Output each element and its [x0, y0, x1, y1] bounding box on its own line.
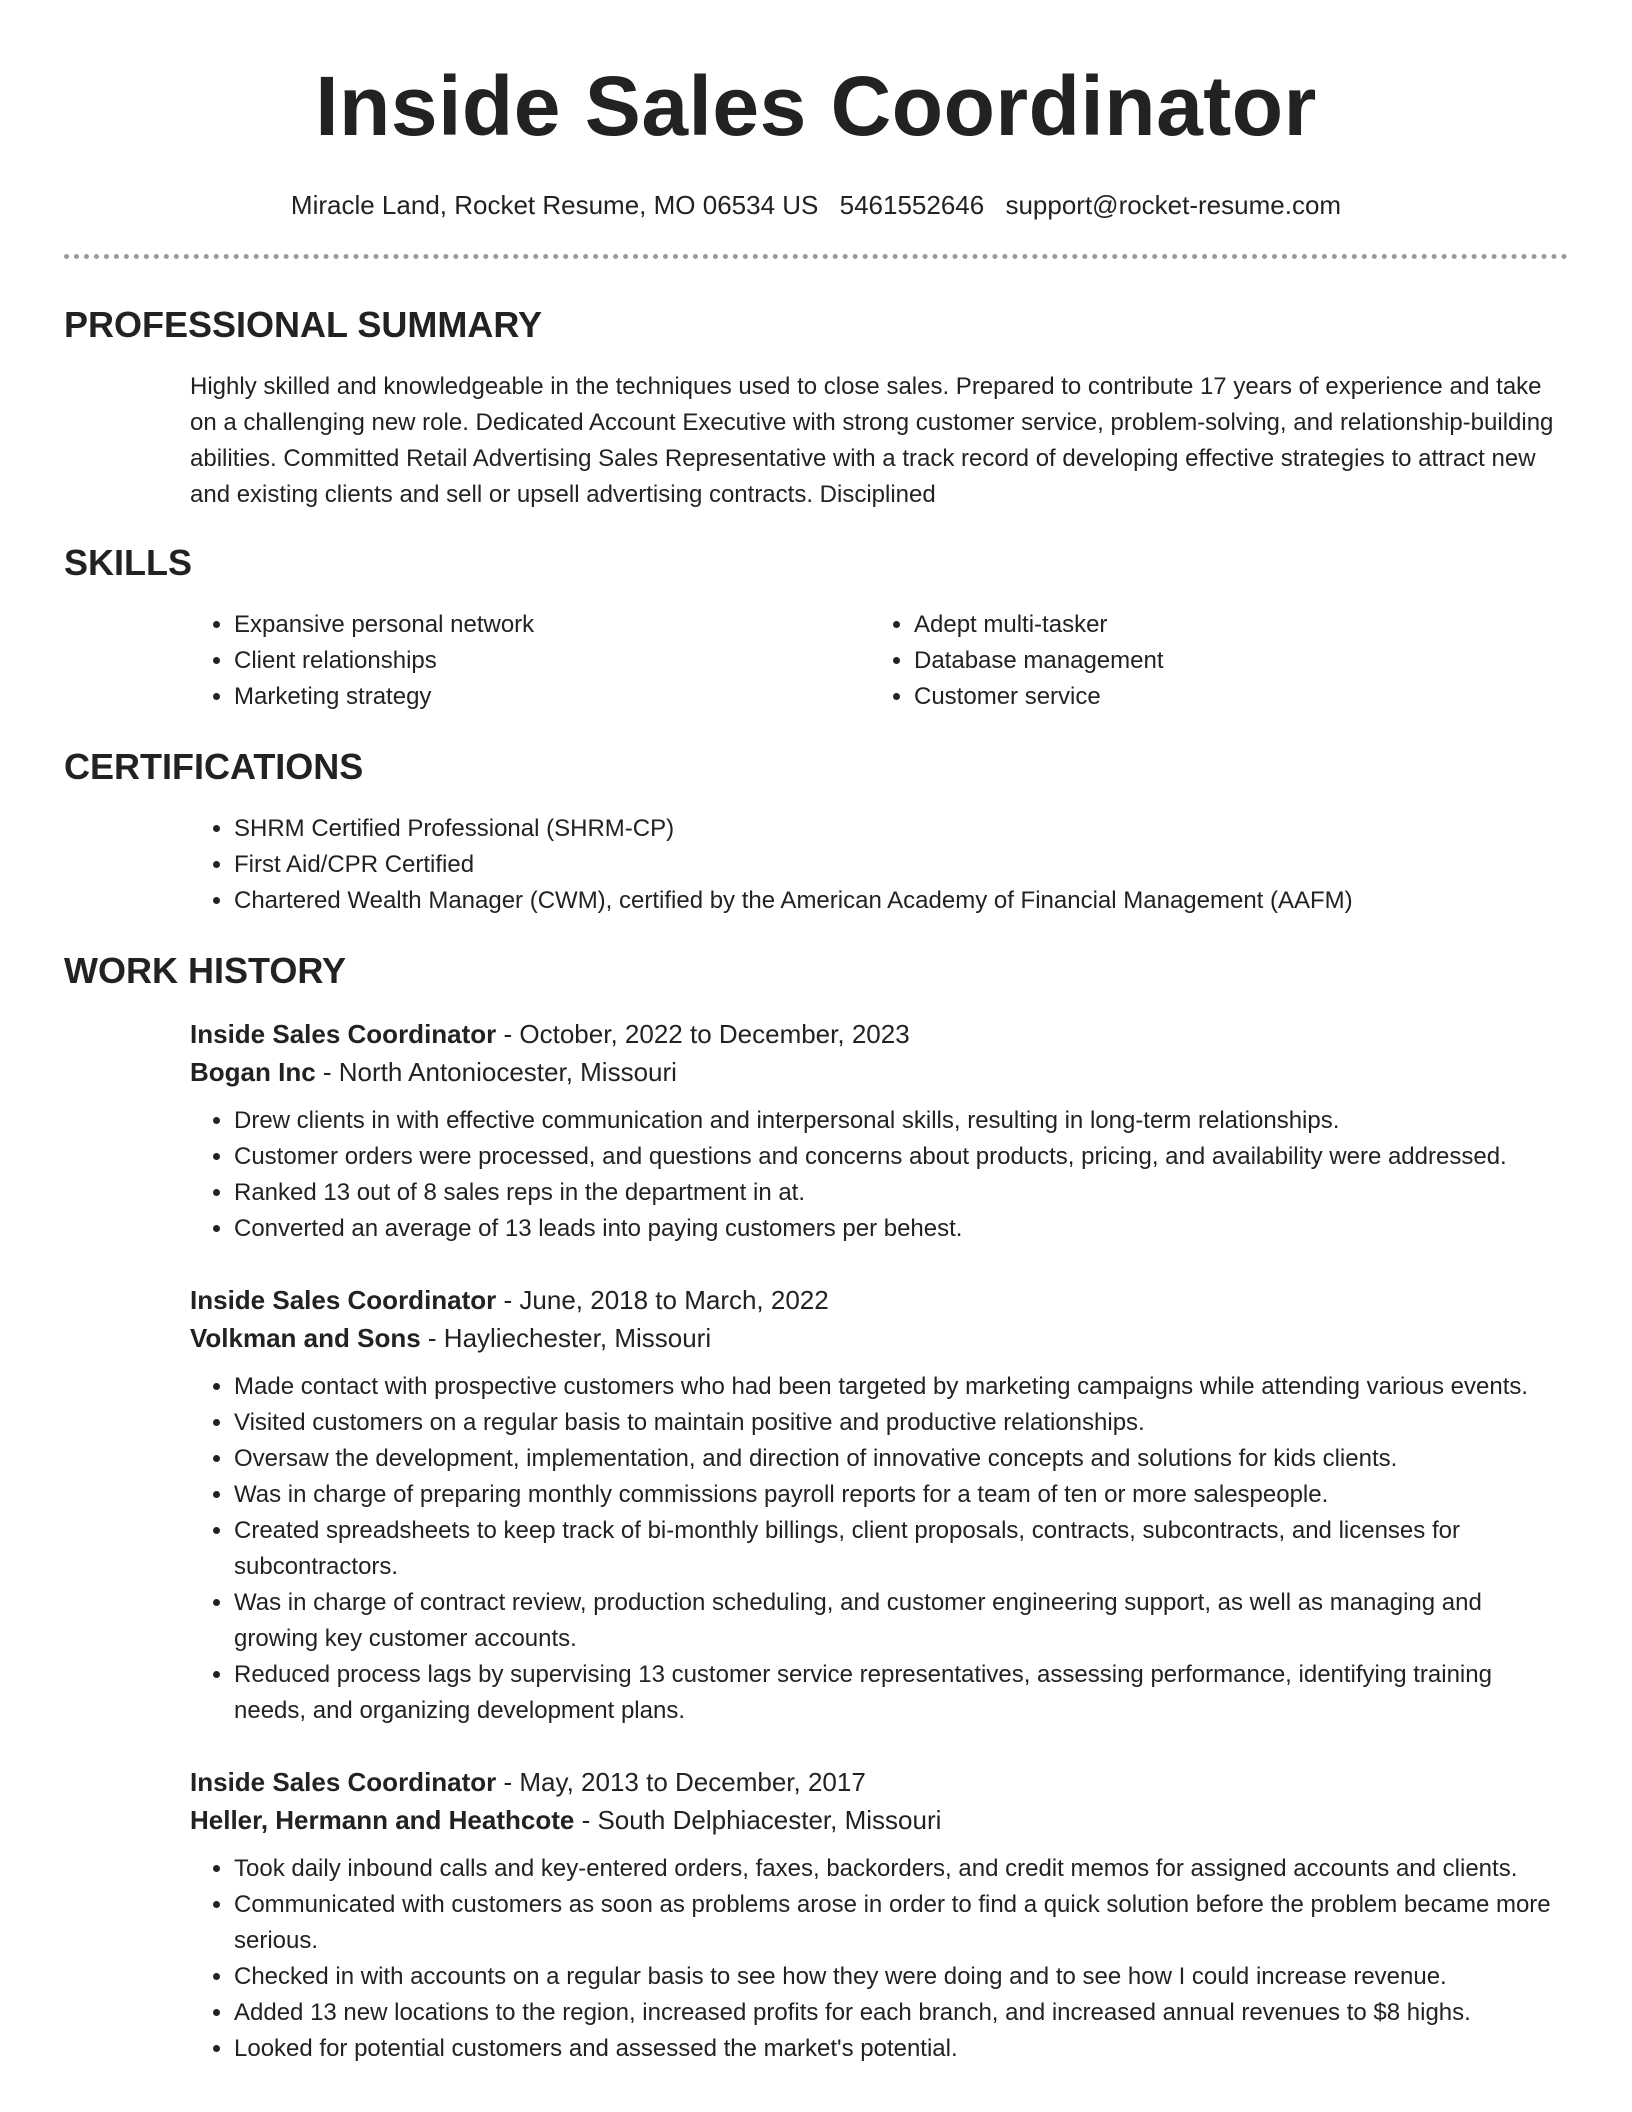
candidate-name: Inside Sales Coordinator [315, 59, 1317, 153]
job-company: Heller, Hermann and Heathcote [190, 1805, 575, 1835]
job-company-line [190, 1319, 1568, 1357]
skills-list-left [190, 607, 870, 715]
contact-line [64, 188, 1568, 222]
job-bullet: • Visited customers on a regular basis to maintain positive and productive relationships. [234, 1405, 1568, 1441]
contact-email: support@rocket-resume.com [1005, 190, 1342, 220]
job-location: - North Antoniocester, Missouri [315, 1057, 677, 1087]
job-role-line [190, 1281, 1568, 1319]
skills-grid [190, 607, 1568, 715]
job-bullet: • Drew clients in with effective communication and interpersonal skills, resulting in long-term relationships. [234, 1103, 1568, 1139]
job-dates: - June, 2018 to March, 2022 [496, 1285, 829, 1315]
contact-address: Miracle Land, Rocket Resume, MO 06534 US [290, 190, 819, 220]
job-bullet: • Made contact with prospective customers who had been targeted by marketing campaigns while attending various events. [234, 1369, 1568, 1405]
job-bullet: • Oversaw the development, implementation, and direction of innovative concepts and solutions for kids clients. [234, 1441, 1568, 1477]
skills-column-left [190, 607, 870, 715]
skill-item: • Customer service [914, 679, 1550, 715]
job-company-line [190, 1053, 1568, 1091]
job-bullet: • Communicated with customers as soon as problems arose in order to find a quick solution before the problem became more serious. [234, 1887, 1568, 1959]
job-location: - South Delphiacester, Missouri [574, 1805, 942, 1835]
certification-item: • SHRM Certified Professional (SHRM-CP) [234, 811, 1568, 847]
skills-column-right [870, 607, 1550, 715]
job-company-line [190, 1801, 1568, 1839]
skills-list-right [870, 607, 1550, 715]
skill-item: • Marketing strategy [234, 679, 870, 715]
job-role: Inside Sales Coordinator [190, 1767, 497, 1797]
section-title-certifications: CERTIFICATIONS [64, 746, 364, 787]
job-bullet: • Created spreadsheets to keep track of bi-monthly billings, client proposals, contracts, subcontracts, and licenses for subcontractors. [234, 1513, 1568, 1585]
job-role: Inside Sales Coordinator [190, 1019, 497, 1049]
job-bullet: • Reduced process lags by supervising 13 customer service representatives, assessing performance, identifying training needs, and organizing development plans. [234, 1657, 1568, 1729]
header-divider [64, 254, 1568, 259]
job-role: Inside Sales Coordinator [190, 1285, 497, 1315]
certifications-list [190, 811, 1568, 919]
summary-text: Highly skilled and knowledgeable in the techniques used to close sales. Prepared to contribute 17 years of experience and take on a challenging new role. Dedicated Account Executive with strong customer service, problem-solving, and relationship-building abilities. Committed Retail Advertising Sales Representative with a track record of developing effective strategies to attract new and existing clients and sell or upsell advertising contracts. Disciplined [190, 373, 1554, 508]
skill-item: • Client relationships [234, 643, 870, 679]
contact-phone: 5461552646 [839, 190, 985, 220]
job-bullet: • Added 13 new locations to the region, increased profits for each branch, and increased annual revenues to $8 highs. [234, 1995, 1568, 2031]
skill-item: • Database management [914, 643, 1550, 679]
section-title-work-history: WORK HISTORY [64, 950, 347, 991]
job-bullet: • Customer orders were processed, and questions and concerns about products, pricing, and availability were addressed. [234, 1139, 1568, 1175]
job-bullets [190, 1103, 1568, 1247]
certification-item: • First Aid/CPR Certified [234, 847, 1568, 883]
job-bullets [190, 1851, 1568, 2067]
job-bullet: • Converted an average of 13 leads into paying customers per behest. [234, 1211, 1568, 1247]
job-entry [190, 1015, 1568, 1247]
job-entry [190, 1281, 1568, 1729]
section-title-summary: PROFESSIONAL SUMMARY [64, 304, 543, 345]
job-bullet: • Was in charge of contract review, production scheduling, and customer engineering support, as well as managing and growing key customer accounts. [234, 1585, 1568, 1657]
job-bullet: • Took daily inbound calls and key-entered orders, faxes, backorders, and credit memos for assigned accounts and clients. [234, 1851, 1568, 1887]
certifications-block [190, 811, 1568, 919]
job-bullet: • Checked in with accounts on a regular basis to see how they were doing and to see how I could increase revenue. [234, 1959, 1568, 1995]
job-role-line [190, 1015, 1568, 1053]
job-role-line [190, 1763, 1568, 1801]
section-title-skills: SKILLS [64, 542, 193, 583]
job-bullet: • Looked for potential customers and assessed the market's potential. [234, 2031, 1568, 2067]
job-entry [190, 1763, 1568, 2067]
job-bullet: • Ranked 13 out of 8 sales reps in the department in at. [234, 1175, 1568, 1211]
job-bullets [190, 1369, 1568, 1729]
job-dates: - May, 2013 to December, 2017 [496, 1767, 866, 1797]
job-location: - Hayliechester, Missouri [420, 1323, 712, 1353]
job-dates: - October, 2022 to December, 2023 [496, 1019, 910, 1049]
skill-item: • Expansive personal network [234, 607, 870, 643]
job-bullet: • Was in charge of preparing monthly commissions payroll reports for a team of ten or more salespeople. [234, 1477, 1568, 1513]
skill-item: • Adept multi-tasker [914, 607, 1550, 643]
job-company: Volkman and Sons [190, 1323, 421, 1353]
certification-item: • Chartered Wealth Manager (CWM), certified by the American Academy of Financial Management (AAFM) [234, 883, 1568, 919]
job-company: Bogan Inc [190, 1057, 316, 1087]
